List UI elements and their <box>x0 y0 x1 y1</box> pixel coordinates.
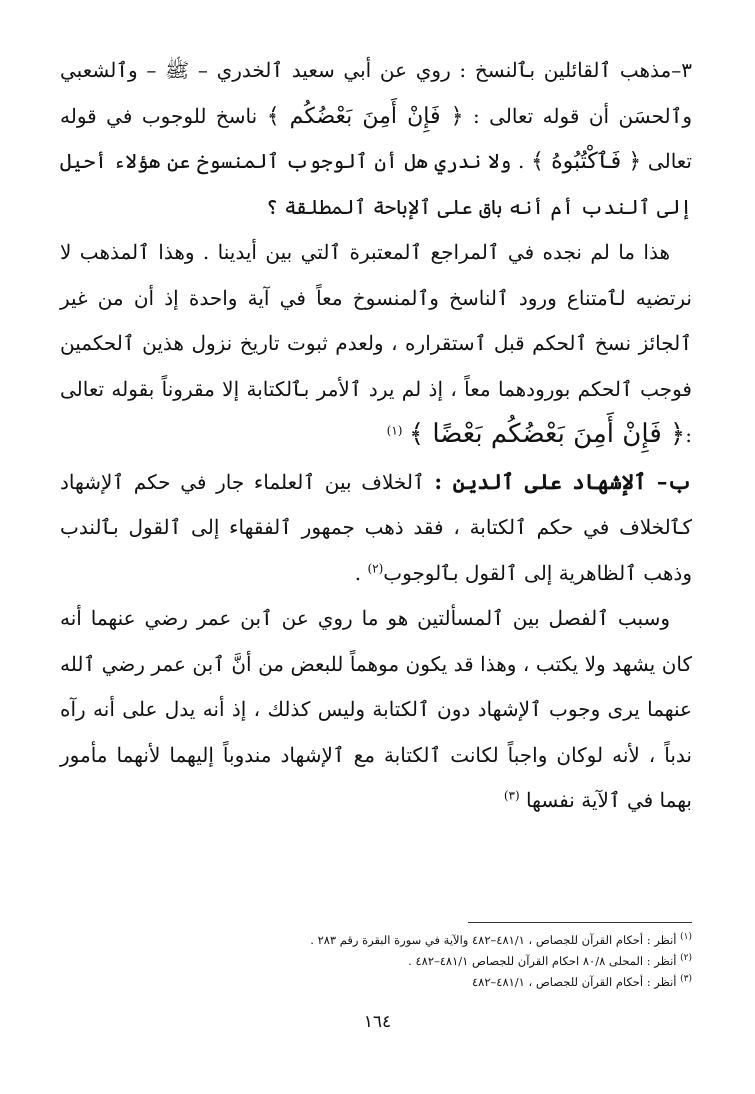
quran-quote: ﴿ فَٱكْتُبُوهُ ﴾ <box>530 149 642 174</box>
paragraph-text: ٱلخلاف بين ٱلعلماء جار في حكم ٱلإشهاد كٱلخلاف في حكم ٱلكتابة ، فقد ذهب جمهور ٱلفقهاء إلى ٱلقول بٱلندب وذهب ٱلظاهرية إلى ٱلقول بٱلوجوب <box>60 469 692 585</box>
quran-quote: ﴿ فَإِنْ أَمِنَ بَعْضُكُم بَعْضًا ﴾ <box>408 419 686 449</box>
paragraph-text: ٣–مذهب ٱلقائلين بٱلنسخ : روي عن أبي سعيد ٱلخدري – ﷺ – وٱلشعبي وٱلحسَن أن قوله تعالى : <box>60 58 692 128</box>
footnote-text: أنظر : المحلى ٨٠/٨ احكام القرآن للجصاص ٤٨١/١–٤٨٢ . <box>408 954 681 968</box>
footnotes <box>60 930 692 993</box>
footnote-mark: (٣) <box>680 974 692 985</box>
footnote-mark: (٢) <box>680 953 692 964</box>
paragraph-text: . ولا ندري هل أن ٱلوجوب ٱلمنسوخ عن هؤلاء أحيل إلى ٱلندب أم أنه باق على ٱلإباحة ٱلمطلقة ؟ <box>60 149 692 219</box>
section-heading: ب– ٱلإشهاد على ٱلدين : <box>434 468 692 494</box>
footnote-ref: (٣) <box>503 788 520 803</box>
quran-quote: ﴿ فَإِنْ أَمِنَ بَعْضُكُم ﴾ <box>266 103 464 129</box>
footnote-ref: (١) <box>386 423 403 438</box>
paragraph-rebuttal <box>60 230 692 459</box>
paragraph-witnessing <box>60 459 692 597</box>
main-text <box>60 48 692 824</box>
paragraph-reason <box>60 596 692 824</box>
footnote-item <box>60 930 692 951</box>
footnote-divider <box>468 922 692 923</box>
footnote-ref: (٢) <box>367 560 384 575</box>
paragraph-text: وسبب ٱلفصل بين ٱلمسألتين هو ما روي عن ٱبن عمر رضي عنهما أنه كان يشهد ولا يكتب ، وهذا قد يكون موهماً للبعض من أنَّ ٱبن عمر رضي ٱلله عنهما يرى وجوب ٱلإشهاد دون ٱلكتابة وليس كذلك ، إذ أنه يدل على أنه رآه ندباً ، لأنه لوكان واجباً لكانت ٱلكتابة مع ٱلإشهاد مندوباً إليهما لأنهما مأمور بهما في ٱلآية نفسها <box>60 606 692 812</box>
paragraph-text: ناسخ للوجوب في قوله تعالى <box>60 103 693 173</box>
footnote-mark: (١) <box>680 932 692 943</box>
footnote-item <box>60 951 692 972</box>
page-number: ١٦٤ <box>363 1012 392 1032</box>
footnote-item <box>60 972 692 993</box>
footnote-text: أنظر : أحكام القرآن للجصاص ، ٤٨١/١–٤٨٢ <box>472 975 681 989</box>
paragraph-abrogation-view <box>60 48 692 230</box>
paragraph-text: . <box>354 560 368 585</box>
footnote-text: أنظر : أحكام القرآن للجصاص ، ٤٨١/١–٤٨٢ والآية في سورة البقرة رقم ٢٨٣ . <box>310 933 681 947</box>
paragraph-text: هذا ما لم نجده في ٱلمراجع ٱلمعتبرة ٱلتي بين أيدينا . وهذا ٱلمذهب لا نرتضيه لٱمتناع ورود ٱلناسخ وٱلمنسوخ معاً في آية واحدة إذ أن من غير ٱلجائز نسخ ٱلحكم قبل ٱستقراره ، ولعدم ثبوت تاريخ نزول هذين ٱلحكمين فوجب ٱلحكم بورودهما معاً ، إذ لم يرد ٱلأمر بٱلكتابة إلا مقروناً بقوله تعالى : <box>60 240 692 447</box>
